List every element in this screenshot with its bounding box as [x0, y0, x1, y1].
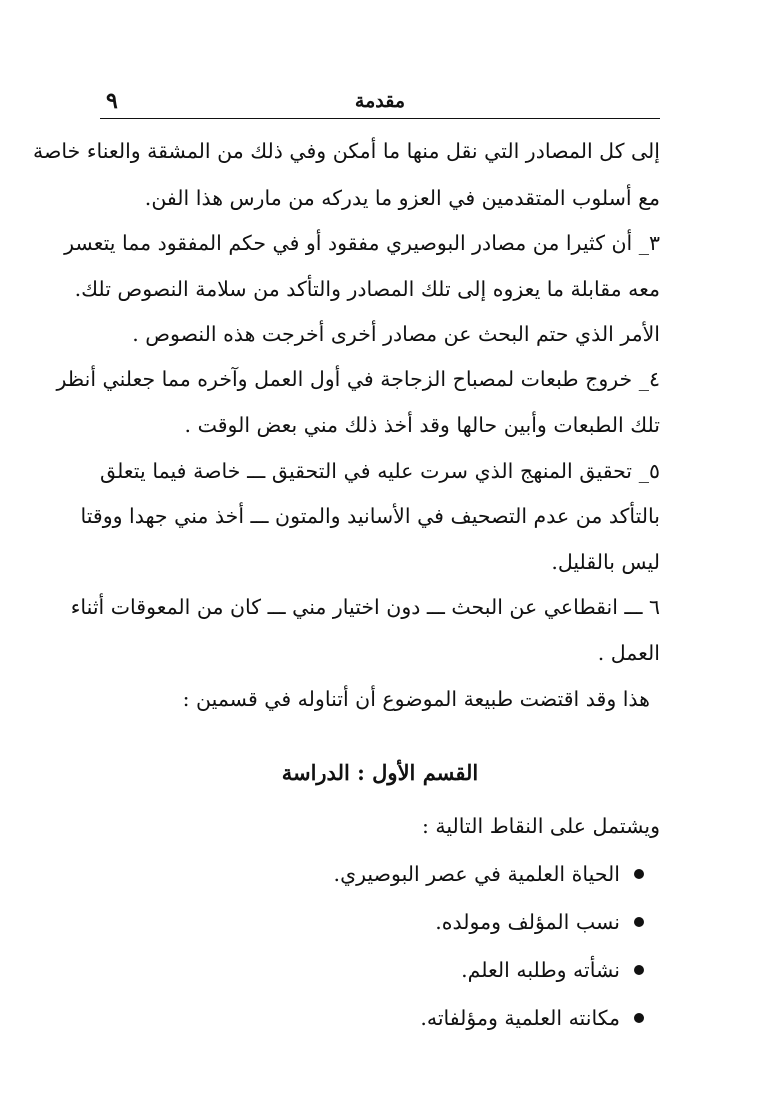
list-item: [100, 898, 660, 946]
paragraph-line: ٤_ خروج طبعات لمصباح الزجاجة في أول العمل وآخره مما جعلني أنظر: [56, 367, 660, 391]
list-item-text: الحياة العلمية في عصر البوصيري.: [333, 862, 620, 886]
paragraph-line: ٥_ تحقيق المنهج الذي سرت عليه في التحقيق ـــ خاصة فيما يتعلق: [100, 459, 660, 483]
page-number: ٩: [106, 88, 118, 114]
bullet-icon: [634, 917, 644, 927]
paragraph-line: ٣_ أن كثيرا من مصادر البوصيري مفقود أو في حكم المفقود مما يتعسر: [64, 231, 660, 255]
section-intro: ويشتمل على النقاط التالية :: [421, 814, 660, 838]
bullet-icon: [634, 869, 644, 879]
paragraph-line: معه مقابلة ما يعزوه إلى تلك المصادر والتأكد من سلامة النصوص تلك.: [74, 277, 660, 301]
page-header: [100, 88, 660, 119]
paragraph-line: ليس بالقليل.: [551, 550, 660, 574]
list-item: [100, 850, 660, 898]
paragraph-line: العمل .: [597, 641, 660, 665]
list-item-text: نشأته وطلبه العلم.: [461, 958, 620, 982]
bullet-icon: [634, 965, 644, 975]
list-item-text: مكانته العلمية ومؤلفاته.: [420, 1006, 620, 1030]
bullet-icon: [634, 1013, 644, 1023]
list-item: [100, 994, 660, 1042]
paragraph-line: ٦ ـــ انقطاعي عن البحث ـــ دون اختيار مني ـــ كان من المعوقات أثناء: [70, 595, 660, 619]
paragraph-line: مع أسلوب المتقدمين في العزو ما يدركه من مارس هذا الفن.: [144, 186, 660, 210]
bullet-list: [100, 850, 660, 1042]
list-item-text: نسب المؤلف ومولده.: [435, 910, 620, 934]
paragraph-line: بالتأكد من عدم التصحيف في الأسانيد والمتون ـــ أخذ مني جهدا ووقتا: [80, 504, 660, 528]
list-item: [100, 946, 660, 994]
paragraph-line: هذا وقد اقتضت طبيعة الموضوع أن أتناوله في قسمين :: [182, 687, 650, 711]
section-title: القسم الأول : الدراسة: [281, 760, 479, 785]
paragraph-line: إلى كل المصادر التي نقل منها ما أمكن وفي ذلك من المشقة والعناء خاصة: [33, 139, 660, 163]
page-header-title: مقدمة: [354, 90, 406, 112]
paragraph-line: الأمر الذي حتم البحث عن مصادر أخرى أخرجت هذه النصوص .: [132, 322, 660, 346]
paragraph-line: تلك الطبعات وأبين حالها وقد أخذ ذلك مني بعض الوقت .: [184, 413, 660, 437]
